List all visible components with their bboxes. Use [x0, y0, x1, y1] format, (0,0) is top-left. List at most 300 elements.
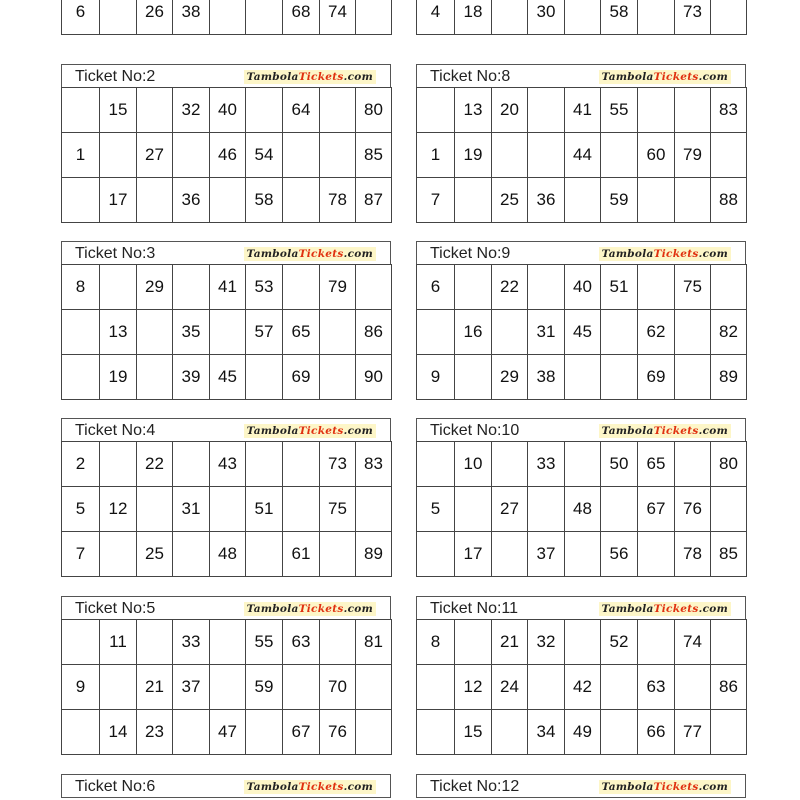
empty-cell	[320, 133, 356, 178]
empty-cell	[417, 442, 455, 487]
number-cell: 36	[173, 178, 210, 223]
empty-cell	[528, 88, 565, 133]
empty-cell	[100, 133, 137, 178]
number-cell: 40	[565, 265, 601, 310]
ticket-header	[416, 418, 746, 442]
tambolatickets-logo: TambolaTickets.com	[599, 247, 731, 261]
number-cell: 42	[565, 665, 601, 710]
empty-cell	[283, 665, 320, 710]
number-cell: 63	[638, 665, 675, 710]
number-cell: 87	[356, 178, 392, 223]
number-cell: 55	[246, 620, 283, 665]
ticket-number: Ticket No:10	[430, 422, 520, 439]
empty-cell	[711, 487, 747, 532]
empty-cell	[601, 310, 638, 355]
number-cell: 58	[246, 178, 283, 223]
ticket-row	[62, 265, 392, 310]
empty-cell	[638, 265, 675, 310]
number-cell: 37	[173, 665, 210, 710]
ticket-header	[61, 241, 391, 265]
number-cell: 63	[283, 620, 320, 665]
number-cell: 5	[62, 487, 100, 532]
ticket-row	[417, 133, 747, 178]
number-cell: 30	[528, 0, 565, 35]
number-cell: 86	[711, 665, 747, 710]
ticket-grid	[416, 441, 747, 577]
empty-cell	[100, 665, 137, 710]
empty-cell	[565, 355, 601, 400]
tambolatickets-logo: TambolaTickets.com	[244, 70, 376, 84]
number-cell: 43	[210, 442, 246, 487]
number-cell: 51	[601, 265, 638, 310]
empty-cell	[601, 487, 638, 532]
number-cell: 7	[417, 178, 455, 223]
empty-cell	[246, 355, 283, 400]
number-cell: 70	[320, 665, 356, 710]
empty-cell	[356, 265, 392, 310]
ticket-header	[61, 418, 391, 442]
empty-cell	[455, 487, 492, 532]
empty-cell	[283, 487, 320, 532]
ticket-row	[62, 442, 392, 487]
ticket-row	[417, 532, 747, 577]
empty-cell	[601, 665, 638, 710]
tambolatickets-logo: TambolaTickets.com	[244, 602, 376, 616]
empty-cell	[492, 133, 528, 178]
tambolatickets-logo: TambolaTickets.com	[244, 424, 376, 438]
empty-cell	[137, 487, 173, 532]
number-cell: 21	[137, 665, 173, 710]
empty-cell	[417, 710, 455, 755]
empty-cell	[100, 532, 137, 577]
ticket-row	[62, 88, 392, 133]
number-cell: 80	[711, 442, 747, 487]
empty-cell	[601, 355, 638, 400]
number-cell: 38	[173, 0, 210, 35]
number-cell: 60	[638, 133, 675, 178]
empty-cell	[638, 532, 675, 577]
empty-cell	[601, 710, 638, 755]
number-cell: 79	[675, 133, 711, 178]
number-cell: 69	[638, 355, 675, 400]
empty-cell	[356, 0, 392, 35]
ticket-row	[417, 710, 747, 755]
ticket-row	[417, 310, 747, 355]
ticket-number: Ticket No:9	[430, 245, 511, 262]
ticket-grid	[416, 619, 747, 755]
empty-cell	[675, 355, 711, 400]
number-cell: 15	[455, 710, 492, 755]
empty-cell	[210, 665, 246, 710]
ticket-row	[62, 355, 392, 400]
number-cell: 80	[356, 88, 392, 133]
empty-cell	[711, 0, 747, 35]
empty-cell	[137, 178, 173, 223]
number-cell: 35	[173, 310, 210, 355]
number-cell: 45	[565, 310, 601, 355]
number-cell: 31	[528, 310, 565, 355]
empty-cell	[283, 442, 320, 487]
ticket-grid	[61, 87, 392, 223]
empty-cell	[675, 442, 711, 487]
number-cell: 22	[137, 442, 173, 487]
ticket-row	[62, 710, 392, 755]
tambolatickets-logo: TambolaTickets.com	[599, 70, 731, 84]
empty-cell	[528, 133, 565, 178]
number-cell: 89	[356, 532, 392, 577]
ticket-number: Ticket No:5	[75, 600, 156, 617]
number-cell: 90	[356, 355, 392, 400]
empty-cell	[246, 442, 283, 487]
number-cell: 62	[638, 310, 675, 355]
number-cell: 25	[137, 532, 173, 577]
empty-cell	[246, 88, 283, 133]
number-cell: 48	[210, 532, 246, 577]
number-cell: 32	[528, 620, 565, 665]
empty-cell	[100, 0, 137, 35]
empty-cell	[417, 665, 455, 710]
number-cell: 17	[455, 532, 492, 577]
number-cell: 46	[210, 133, 246, 178]
empty-cell	[638, 0, 675, 35]
number-cell: 75	[320, 487, 356, 532]
number-cell: 81	[356, 620, 392, 665]
empty-cell	[528, 487, 565, 532]
ticket-number: Ticket No:2	[75, 68, 156, 85]
ticket-grid	[61, 0, 392, 35]
tambolatickets-logo: TambolaTickets.com	[244, 780, 376, 794]
ticket-row	[417, 0, 747, 35]
empty-cell	[455, 265, 492, 310]
empty-cell	[492, 710, 528, 755]
empty-cell	[62, 620, 100, 665]
empty-cell	[320, 620, 356, 665]
tambolatickets-logo: TambolaTickets.com	[599, 424, 731, 438]
ticket-header	[416, 64, 746, 88]
ticket-header	[416, 774, 746, 798]
empty-cell	[492, 310, 528, 355]
empty-cell	[173, 442, 210, 487]
empty-cell	[675, 178, 711, 223]
number-cell: 26	[137, 0, 173, 35]
empty-cell	[565, 442, 601, 487]
ticket-row	[417, 355, 747, 400]
ticket-header	[416, 596, 746, 620]
number-cell: 59	[246, 665, 283, 710]
empty-cell	[283, 133, 320, 178]
number-cell: 83	[711, 88, 747, 133]
number-cell: 83	[356, 442, 392, 487]
empty-cell	[320, 88, 356, 133]
empty-cell	[210, 620, 246, 665]
empty-cell	[137, 88, 173, 133]
empty-cell	[210, 487, 246, 532]
empty-cell	[246, 0, 283, 35]
ticket-row	[62, 310, 392, 355]
number-cell: 33	[528, 442, 565, 487]
ticket-number: Ticket No:4	[75, 422, 156, 439]
number-cell: 79	[320, 265, 356, 310]
number-cell: 89	[711, 355, 747, 400]
ticket-number: Ticket No:8	[430, 68, 511, 85]
number-cell: 37	[528, 532, 565, 577]
number-cell: 64	[283, 88, 320, 133]
ticket-row	[417, 88, 747, 133]
empty-cell	[320, 532, 356, 577]
number-cell: 54	[246, 133, 283, 178]
empty-cell	[711, 620, 747, 665]
number-cell: 53	[246, 265, 283, 310]
ticket-grid	[61, 441, 392, 577]
number-cell: 14	[100, 710, 137, 755]
empty-cell	[711, 710, 747, 755]
empty-cell	[455, 355, 492, 400]
number-cell: 57	[246, 310, 283, 355]
empty-cell	[210, 178, 246, 223]
number-cell: 66	[638, 710, 675, 755]
number-cell: 31	[173, 487, 210, 532]
empty-cell	[356, 487, 392, 532]
number-cell: 24	[492, 665, 528, 710]
number-cell: 17	[100, 178, 137, 223]
ticket-number: Ticket No:11	[430, 600, 519, 617]
number-cell: 1	[62, 133, 100, 178]
number-cell: 67	[283, 710, 320, 755]
number-cell: 78	[675, 532, 711, 577]
number-cell: 25	[492, 178, 528, 223]
ticket-row	[417, 442, 747, 487]
number-cell: 65	[638, 442, 675, 487]
number-cell: 6	[62, 0, 100, 35]
ticket-number: Ticket No:12	[430, 778, 520, 795]
number-cell: 56	[601, 532, 638, 577]
number-cell: 78	[320, 178, 356, 223]
number-cell: 41	[210, 265, 246, 310]
empty-cell	[137, 620, 173, 665]
number-cell: 51	[246, 487, 283, 532]
empty-cell	[565, 532, 601, 577]
ticket-row	[62, 620, 392, 665]
empty-cell	[601, 133, 638, 178]
empty-cell	[62, 88, 100, 133]
empty-cell	[565, 0, 601, 35]
number-cell: 49	[565, 710, 601, 755]
number-cell: 36	[528, 178, 565, 223]
empty-cell	[711, 265, 747, 310]
ticket-row	[62, 178, 392, 223]
number-cell: 32	[173, 88, 210, 133]
number-cell: 45	[210, 355, 246, 400]
ticket-grid	[416, 0, 747, 35]
empty-cell	[283, 265, 320, 310]
ticket-row	[417, 487, 747, 532]
empty-cell	[565, 620, 601, 665]
ticket-grid	[61, 619, 392, 755]
empty-cell	[173, 710, 210, 755]
number-cell: 7	[62, 532, 100, 577]
empty-cell	[320, 310, 356, 355]
number-cell: 75	[675, 265, 711, 310]
number-cell: 20	[492, 88, 528, 133]
number-cell: 34	[528, 710, 565, 755]
ticket-grid	[61, 264, 392, 400]
number-cell: 19	[455, 133, 492, 178]
number-cell: 88	[711, 178, 747, 223]
empty-cell	[417, 532, 455, 577]
number-cell: 77	[675, 710, 711, 755]
number-cell: 12	[455, 665, 492, 710]
empty-cell	[455, 178, 492, 223]
empty-cell	[100, 265, 137, 310]
number-cell: 27	[492, 487, 528, 532]
number-cell: 67	[638, 487, 675, 532]
number-cell: 21	[492, 620, 528, 665]
ticket-grid	[416, 87, 747, 223]
number-cell: 86	[356, 310, 392, 355]
empty-cell	[528, 665, 565, 710]
number-cell: 59	[601, 178, 638, 223]
empty-cell	[417, 310, 455, 355]
number-cell: 18	[455, 0, 492, 35]
empty-cell	[100, 442, 137, 487]
empty-cell	[492, 532, 528, 577]
empty-cell	[455, 620, 492, 665]
number-cell: 29	[492, 355, 528, 400]
number-cell: 19	[100, 355, 137, 400]
tambolatickets-logo: TambolaTickets.com	[244, 247, 376, 261]
empty-cell	[246, 532, 283, 577]
number-cell: 1	[417, 133, 455, 178]
number-cell: 8	[62, 265, 100, 310]
number-cell: 61	[283, 532, 320, 577]
empty-cell	[137, 310, 173, 355]
number-cell: 13	[455, 88, 492, 133]
empty-cell	[638, 88, 675, 133]
empty-cell	[210, 0, 246, 35]
number-cell: 29	[137, 265, 173, 310]
number-cell: 68	[283, 0, 320, 35]
number-cell: 76	[320, 710, 356, 755]
ticket-row	[62, 665, 392, 710]
empty-cell	[173, 532, 210, 577]
number-cell: 5	[417, 487, 455, 532]
number-cell: 27	[137, 133, 173, 178]
number-cell: 39	[173, 355, 210, 400]
empty-cell	[137, 355, 173, 400]
number-cell: 9	[62, 665, 100, 710]
number-cell: 16	[455, 310, 492, 355]
number-cell: 47	[210, 710, 246, 755]
empty-cell	[528, 265, 565, 310]
empty-cell	[173, 133, 210, 178]
number-cell: 13	[100, 310, 137, 355]
number-cell: 44	[565, 133, 601, 178]
number-cell: 85	[356, 133, 392, 178]
empty-cell	[417, 88, 455, 133]
ticket-row	[417, 665, 747, 710]
ticket-row	[62, 0, 392, 35]
ticket-row	[417, 620, 747, 665]
number-cell: 69	[283, 355, 320, 400]
number-cell: 2	[62, 442, 100, 487]
empty-cell	[62, 178, 100, 223]
empty-cell	[356, 710, 392, 755]
number-cell: 76	[675, 487, 711, 532]
number-cell: 22	[492, 265, 528, 310]
ticket-row	[62, 532, 392, 577]
empty-cell	[210, 310, 246, 355]
ticket-header	[416, 241, 746, 265]
ticket-row	[62, 133, 392, 178]
number-cell: 12	[100, 487, 137, 532]
number-cell: 6	[417, 265, 455, 310]
number-cell: 15	[100, 88, 137, 133]
empty-cell	[62, 355, 100, 400]
number-cell: 52	[601, 620, 638, 665]
number-cell: 48	[565, 487, 601, 532]
empty-cell	[246, 710, 283, 755]
empty-cell	[638, 620, 675, 665]
empty-cell	[62, 710, 100, 755]
tambolatickets-logo: TambolaTickets.com	[599, 602, 731, 616]
empty-cell	[356, 665, 392, 710]
empty-cell	[675, 665, 711, 710]
empty-cell	[62, 310, 100, 355]
number-cell: 55	[601, 88, 638, 133]
number-cell: 4	[417, 0, 455, 35]
ticket-number: Ticket No:3	[75, 245, 156, 262]
number-cell: 85	[711, 532, 747, 577]
number-cell: 73	[320, 442, 356, 487]
number-cell: 50	[601, 442, 638, 487]
number-cell: 11	[100, 620, 137, 665]
number-cell: 65	[283, 310, 320, 355]
ticket-grid	[416, 264, 747, 400]
number-cell: 82	[711, 310, 747, 355]
ticket-number: Ticket No:6	[75, 778, 156, 795]
number-cell: 74	[675, 620, 711, 665]
tambolatickets-logo: TambolaTickets.com	[599, 780, 731, 794]
empty-cell	[565, 178, 601, 223]
ticket-row	[417, 265, 747, 310]
ticket-header	[61, 596, 391, 620]
empty-cell	[283, 178, 320, 223]
empty-cell	[638, 178, 675, 223]
number-cell: 8	[417, 620, 455, 665]
ticket-row	[62, 487, 392, 532]
ticket-row	[417, 178, 747, 223]
number-cell: 33	[173, 620, 210, 665]
empty-cell	[711, 133, 747, 178]
empty-cell	[173, 265, 210, 310]
number-cell: 74	[320, 0, 356, 35]
number-cell: 10	[455, 442, 492, 487]
empty-cell	[320, 355, 356, 400]
number-cell: 41	[565, 88, 601, 133]
number-cell: 23	[137, 710, 173, 755]
number-cell: 40	[210, 88, 246, 133]
empty-cell	[492, 0, 528, 35]
empty-cell	[492, 442, 528, 487]
ticket-header	[61, 64, 391, 88]
empty-cell	[675, 310, 711, 355]
number-cell: 38	[528, 355, 565, 400]
empty-cell	[675, 88, 711, 133]
number-cell: 58	[601, 0, 638, 35]
ticket-header	[61, 774, 391, 798]
number-cell: 73	[675, 0, 711, 35]
number-cell: 9	[417, 355, 455, 400]
